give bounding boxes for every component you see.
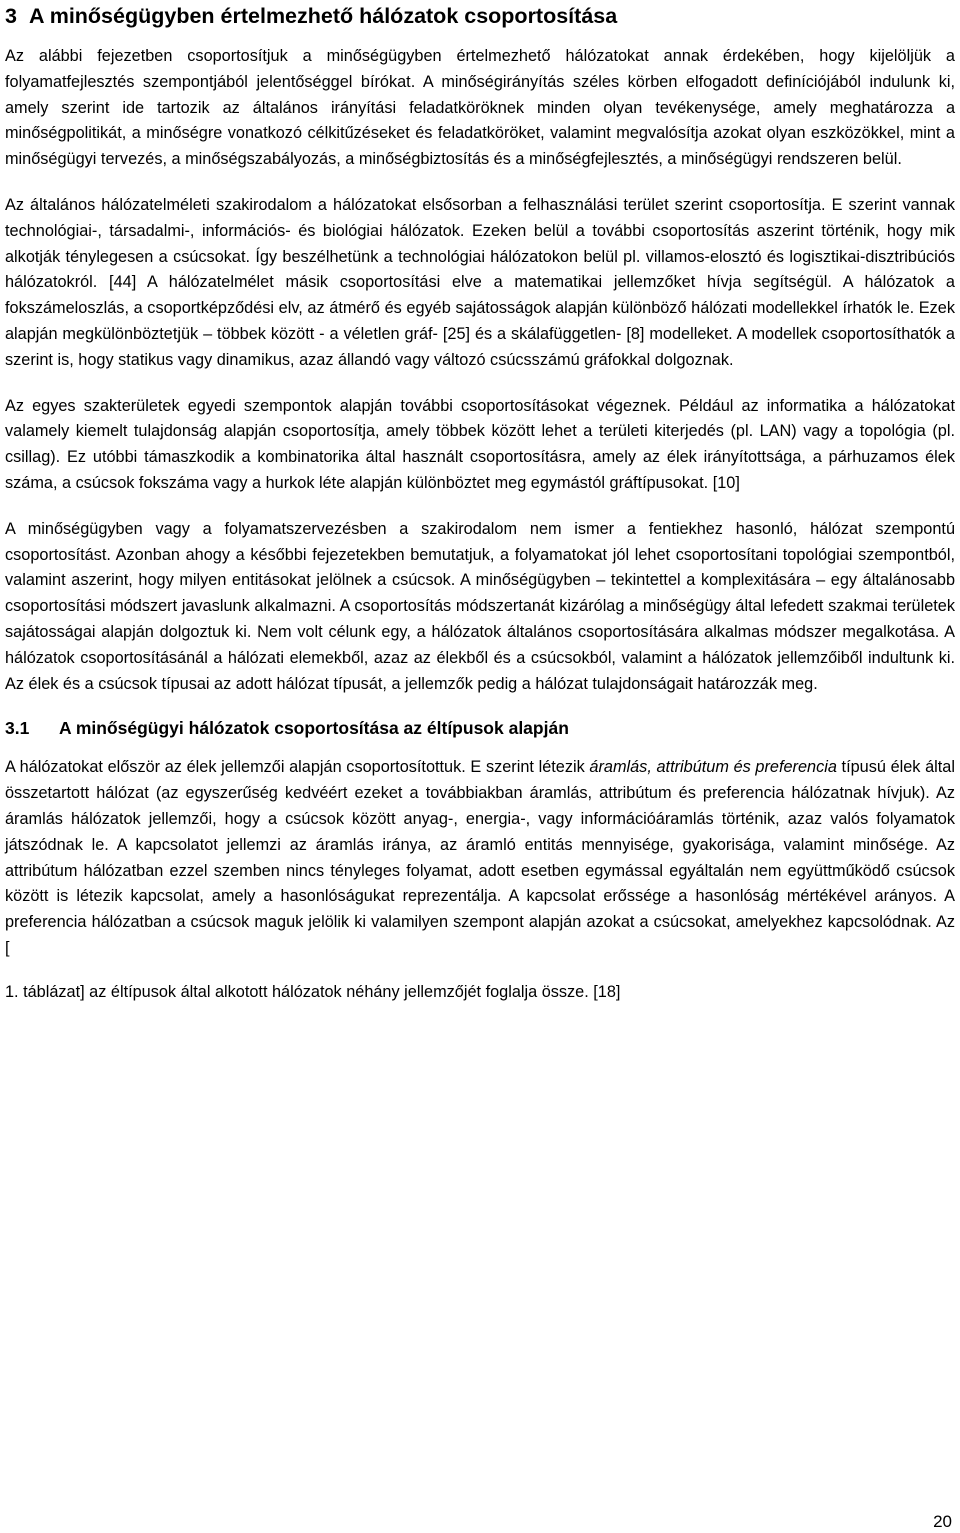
paragraph-6: 1. táblázat] az éltípusok által alkotott hálózatok néhány jellemzőjét foglalja össze. [18] — [5, 982, 621, 1001]
section-heading — [5, 715, 955, 741]
paragraph-1: Az alábbi fejezetben csoportosítjuk a minőségügyben értelmezhető hálózatokat annak érdekében, hogy kijelöljük a folyamatfejlesztés szempontjából jelentőséggel bírókat. A minőségirányítás széles körben elfogadott definíciójából indulunk ki, amely szerint ide tartozik az általános irányítási feladatköröknek minden olyan tevékenysége, amely meghatározza a minőségpolitikát, a minőségre vonatkozó célkitűzéseket és feladatköröket, valamint megvalósítja azokat olyan eszközökkel, mint a minőségügyi tervezés, a minőségszabályozás, a minőségbiztosítás és a minőségfejlesztés, a minőségügyi rendszeren belül. — [5, 47, 955, 169]
section-number: 3.1 — [5, 718, 30, 739]
chapter-number: 3 — [5, 4, 17, 28]
chapter-title: A minőségügyben értelmezhető hálózatok csoportosítása — [29, 4, 618, 28]
chapter-heading — [5, 2, 955, 30]
paragraph-5 — [5, 755, 955, 961]
page-number: 20 — [933, 1512, 952, 1531]
page-content — [5, 0, 955, 1006]
paragraph-2: Az általános hálózatelméleti szakirodalom a hálózatokat elsősorban a felhasználási terület szerint csoportosítja. E szerint vannak technológiai-, társadalmi-, információs- és biológiai hálózatok. Ezeken belül a további csoportosítás aszerint történik, hogy mik alkotják ténylegesen a csúcsokat. Így beszélhetünk a technológiai hálózatokon belül pl. villamos-elosztó és logisztikai-disztribúciós hálózatokról. [44] A hálózatelmélet másik csoportosítási elve a matematikai jellemzőket hívja segítségül. A hálózatok a fokszámeloszlás, a csoportképződési elv, az átmérő és egyéb sajátosságok alapján különböző hálózati modellekkel írhatók le. Ezek alapján megkülönböztetjük – többek között - a véletlen gráf- [25] és a skálafüggetlen- [8] modelleket. A modellek csoportosíthatók a szerint is, hogy statikus vagy dinamikus, azaz állandó vagy változó csúcsszámú gráfokkal dolgoznak. — [5, 195, 955, 369]
paragraph-5-text-after: típusú élek által összetartott hálózat (az egyszerűség kedvéért ezeket a továbbiakban áramlás, attribútum és preferencia hálózatnak hívjuk). Az áramlás hálózatok jellemzői, hogy a csúcsok között anyag-, energia-, vagy információáramlás történik, azaz valós folyamatok játszódnak le. A kapcsolatot jellemzi az áramlás iránya, az áramló entitás mennyisége, gyakorisága, valamint minősége. Az attribútum hálózatban ezzel szemben nincs tényleges folyamat, adott esetben egymással egyáltalán nem együttműködő csúcsok között is létezik kapcsolat, amely a hasonlóságukat reprezentálja. A kapcsolat erőssége a hasonlóság mértékével arányos. A preferencia hálózatban a csúcsok maguk jelölik ki valamilyen szempont alapján azokat a csúcsokat, amelyekhez kapcsolódnak. Az [ — [5, 758, 955, 957]
section-title: A minőségügyi hálózatok csoportosítása az éltípusok alapján — [59, 718, 569, 739]
paragraph-5-text-before: A hálózatokat először az élek jellemzői alapján csoportosítottuk. E szerint létezik — [5, 758, 590, 777]
paragraph-3: Az egyes szakterületek egyedi szempontok alapján további csoportosításokat végeznek. Például az informatika a hálózatokat valamely kiemelt tulajdonság alapján csoportosítja, amely többek között lehet a területi kiterjedés (pl. LAN) vagy a topológia (pl. csillag). Ez utóbbi támaszkodik a kombinatorika által használt csoportosításra, amely az élek irányítottsága, a párhuzamos élek száma, a csúcsok fokszáma vagy a hurkok léte alapján különböztet meg egymástól gráftípusokat. [10] — [5, 396, 955, 492]
paragraph-4: A minőségügyben vagy a folyamatszervezésben a szakirodalom nem ismer a fentiekhez hasonló, hálózat szempontú csoportosítást. Azonban ahogy a későbbi fejezetekben bemutatjuk, a folyamatokat jól lehet csoportosítani topológiai szempontból, valamint aszerint, hogy milyen entitásokat jelölnek a csúcsok. A minőségügyben – tekintettel a komplexitására – egy általánosabb csoportosítási módszert javaslunk alkalmazni. A csoportosítás módszertanát kizárólag a minőségügy által lefedett szakmai területek sajátosságai alapján dolgoztuk ki. Nem volt célunk egy, a hálózatok általános csoportosítására alkalmas módszer megalkotása. A hálózatok csoportosításánál a hálózati elemekből, azaz az élekből és a csúcsokból, valamint a hálózatok jellemzőiből indultunk ki. Az élek és a csúcsok típusai az adott hálózat típusát, a jellemzők pedig a hálózat tulajdonságait határozzák meg. — [5, 519, 955, 693]
paragraph-5-italic-terms: áramlás, attribútum és preferencia — [589, 758, 837, 777]
